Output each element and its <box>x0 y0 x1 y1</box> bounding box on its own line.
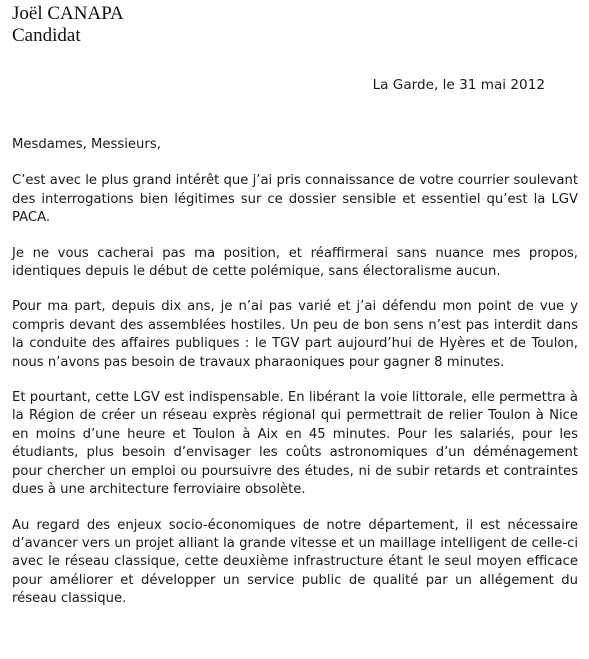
paragraph-4: Et pourtant, cette LGV est indispensable. En libérant la voie littorale, elle permettra à la Région de créer un réseau exprès régional qui permettrait de relier Toulon à Nice en moins d’une heure et Toulon à Aix en 45 minutes. Pour les salariés, pour les étudiants, plus besoin d’envisager les coûts astronomiques d’un déménagement pour chercher un emploi ou poursuivre des études, ni de subir retards et contraintes dues à une architecture ferroviaire obsolète. <box>12 390 578 498</box>
paragraph-2: Je ne vous cacherai pas ma position, et réaffirmerai sans nuance mes propos, identiques depuis le début de cette polémique, sans électoralisme aucun. <box>12 245 578 280</box>
paragraph-3: Pour ma part, depuis dix ans, je n’ai pas varié et j’ai défendu mon point de vue y compris devant des assemblées hostiles. Un peu de bon sens n’est pas interdit dans la conduite des affaires publiques : le TGV part aujourd’hui de Hyères et de Toulon, nous n’avons pas besoin de travaux pharaoniques pour gagner 8 minutes. <box>12 299 578 370</box>
place-date: La Garde, le 31 mai 2012 <box>372 77 545 93</box>
paragraph-1: C’est avec le plus grand intérêt que j’ai pris connaissance de votre courrier soulevant des interrogations bien légitimes sur ce dossier sensible et essentiel qu’est la LGV PACA. <box>12 173 578 226</box>
letter-body <box>12 136 578 609</box>
sender-block <box>12 3 124 47</box>
sender-name: Joël CANAPA <box>12 3 124 24</box>
salutation: Mesdames, Messieurs, <box>12 137 161 152</box>
paragraph-5: Au regard des enjeux socio-économiques de notre département, il est nécessaire d’avancer vers un projet alliant la grande vitesse et un maillage intelligent de celle-ci avec le réseau classique, cette deuxième infrastructure étant le seul moyen efficace pour améliorer et développer un service public de qualité par un allégement du réseau classique. <box>12 517 578 607</box>
sender-title: Candidat <box>12 25 81 46</box>
